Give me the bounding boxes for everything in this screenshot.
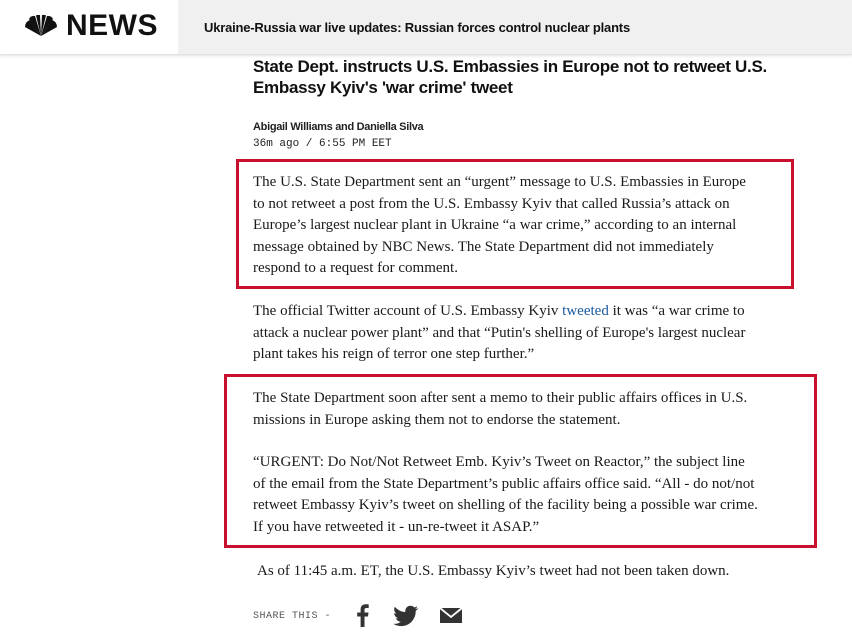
top-navigation-bar: [0, 0, 852, 55]
paragraph-3: The State Department soon after sent a memo to their public affairs offices in U.S. missions in Europe asking them not to endorse the statement.: [253, 390, 748, 428]
share-label: SHARE THIS -: [253, 611, 332, 622]
facebook-icon[interactable]: [354, 603, 370, 627]
article-byline[interactable]: Abigail Williams and Daniella Silva: [253, 121, 424, 133]
nbc-peacock-icon: [22, 15, 60, 37]
nbc-news-logo[interactable]: [0, 0, 178, 54]
article-title: State Dept. instructs U.S. Embassies in Europe not to retweet U.S. Embassy Kyiv's 'war crime' tweet: [253, 57, 767, 97]
logo-text: NEWS: [66, 9, 158, 42]
paragraph-4: “URGENT: Do Not/Not Retweet Emb. Kyiv’s Tweet on Reactor,” the subject line of the email from the State Department’s public affairs office said. “All - do not/not retweet Embassy Kyiv’s tweet on shelling of the facility being a possible war crime. If you have retweeted it - un-re-tweet it ASAP.”: [253, 454, 758, 535]
article-timestamp: 36m ago / 6:55 PM EET: [253, 138, 392, 150]
paragraph-2: [253, 301, 758, 366]
tweeted-link[interactable]: tweeted: [562, 303, 609, 319]
paragraph-5: As of 11:45 a.m. ET, the U.S. Embassy Kyiv’s tweet had not been taken down.: [257, 563, 730, 579]
email-icon[interactable]: [439, 603, 463, 627]
twitter-icon[interactable]: [393, 603, 419, 627]
paragraph-1: The U.S. State Department sent an “urgent” message to U.S. Embassies in Europe to not retweet a post from the U.S. Embassy Kyiv that called Russia’s attack on Europe’s largest nuclear plant in Ukraine “a war crime,” according to an internal message obtained by NBC News. The State Department did not immediately respond to a request for comment.: [253, 174, 746, 276]
paragraph-2-text-after: it was “a war crime to attack a nuclear power plant” and that “Putin's shelling of Europe's largest nuclear plant takes his reign of terror one step further.”: [253, 303, 746, 362]
top-headline-text: Ukraine-Russia war live updates: Russian forces control nuclear plants: [204, 19, 630, 35]
paragraph-2-text-before: The official Twitter account of U.S. Embassy Kyiv: [253, 303, 563, 319]
top-headline-link[interactable]: [178, 0, 852, 54]
